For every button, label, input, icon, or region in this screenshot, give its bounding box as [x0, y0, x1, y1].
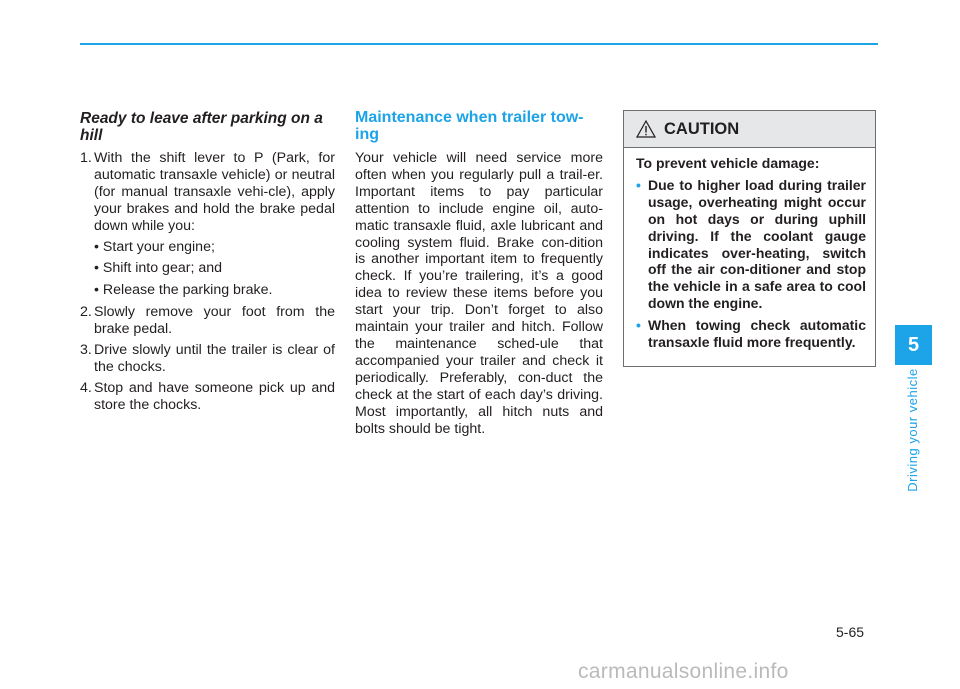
- bullet-item: • Start your engine;: [94, 238, 215, 255]
- caution-body: [624, 148, 875, 366]
- caution-item-text: When towing check automatic transaxle fluid more frequently.: [648, 317, 866, 351]
- caution-intro: To prevent vehicle damage:: [636, 155, 820, 171]
- chapter-tab: 5: [895, 325, 932, 365]
- step-item: [80, 342, 335, 376]
- left-column: [80, 110, 335, 418]
- right-column: [623, 110, 876, 367]
- caution-box: [623, 110, 876, 367]
- section-title: Maintenance when trailer tow-ing: [355, 109, 584, 143]
- section-subheading: Ready to leave after parking on a hill: [80, 110, 323, 144]
- step-text: Slowly remove your foot from the brake pedal.: [94, 304, 335, 338]
- caution-item: [636, 317, 866, 351]
- caution-title: CAUTION: [664, 119, 740, 138]
- bullet-item: • Shift into gear; and: [94, 260, 223, 277]
- body-paragraph: Your vehicle will need service more often when you regularly pull a trail-er. Important items to pay particular attention to include engine oil, auto-matic transaxle fluid, axle lubricant and cooling system fluid. Brake con-dition is another important item to frequently check. If you’re trailering, it’s a good idea to review these items before you start your trip. Don’t forget to also maintain your trailer and hitch. Follow the maintenance sched-ule that accompanied your trailer and check it periodically. Preferably, con-duct the check at the start of each day’s driving. Most importantly, all hitch nuts and bolts should be tight.: [355, 150, 603, 437]
- step-item: [80, 304, 335, 338]
- step-item: [80, 150, 335, 235]
- warning-triangle-icon: [636, 120, 656, 138]
- page-number: 5-65: [836, 624, 865, 640]
- step-text: Drive slowly until the trailer is clear of the chocks.: [94, 342, 335, 375]
- step-number: 2.: [80, 304, 92, 321]
- middle-column: [355, 110, 603, 437]
- bullet-dot: •: [636, 317, 641, 334]
- step-number: 3.: [80, 342, 92, 359]
- step-item: [80, 380, 335, 414]
- caution-header: [624, 111, 875, 148]
- bullet-dot: •: [636, 176, 641, 193]
- chapter-label: Driving your vehicle: [905, 368, 920, 492]
- bullet-item: • Release the parking brake.: [94, 282, 273, 299]
- watermark: carmanualsonline.info: [578, 660, 789, 683]
- step-number: 4.: [80, 379, 92, 396]
- caution-item-text: Due to higher load during trailer usage, overheating might occur on hot days or during uphill driving. If the coolant gauge indicates over-heating, switch off the air con-ditioner and stop the vehicle in a safe area to cool down the engine.: [648, 176, 866, 312]
- caution-item: [636, 177, 866, 312]
- step-text: With the shift lever to P (Park, for automatic transaxle vehicle) or neutral (for manual transaxle vehi-cle), apply your brakes and hold the brake pedal down while you:: [94, 150, 335, 234]
- top-rule: [80, 43, 878, 45]
- step-number: 1.: [80, 150, 92, 166]
- step-text: Stop and have someone pick up and store the chocks.: [94, 379, 335, 413]
